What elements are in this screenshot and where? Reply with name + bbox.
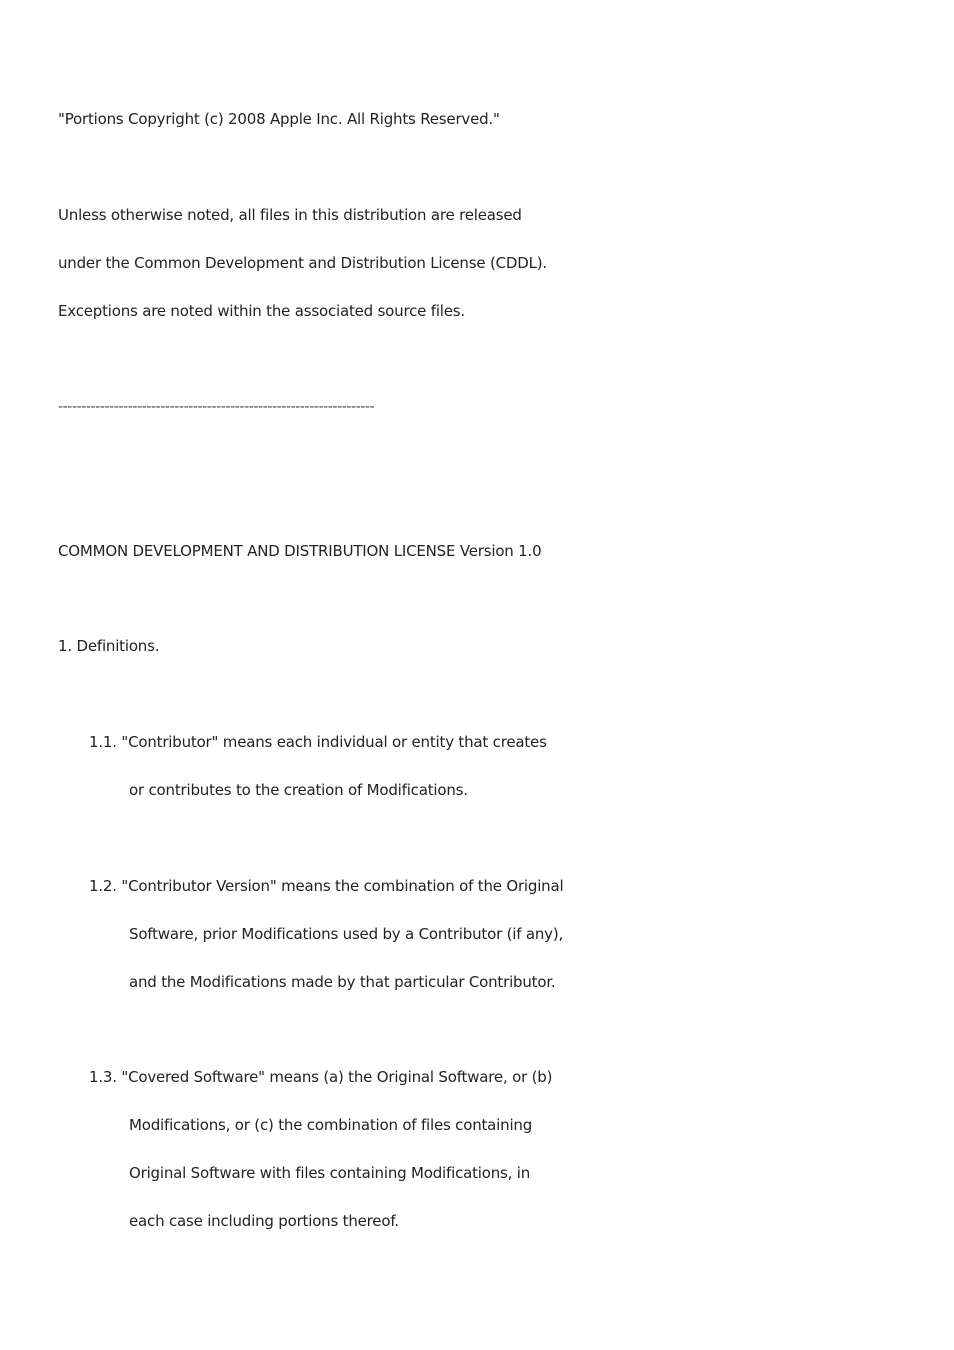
intro-line-1: Unless otherwise noted, all files in this distribution are released	[58, 206, 522, 224]
intro-line-3: Exceptions are noted within the associated source files.	[58, 302, 465, 320]
definition-1-2-continuation: Software, prior Modifications used by a Contributor (if any),	[129, 925, 564, 943]
definition-1-2-first-line: 1.2. "Contributor Version" means the combination of the Original	[89, 877, 564, 895]
definition-1-2-continuation: and the Modifications made by that particular Contributor.	[129, 973, 556, 991]
definition-1-3-continuation: Original Software with files containing Modifications, in	[129, 1164, 531, 1182]
license-title: COMMON DEVELOPMENT AND DISTRIBUTION LICENSE Version 1.0	[58, 542, 542, 560]
copyright-notice: "Portions Copyright (c) 2008 Apple Inc. All Rights Reserved."	[58, 110, 500, 128]
divider-line: --------------------------------------------------------------------	[58, 399, 375, 415]
section-heading: 1. Definitions.	[58, 637, 160, 655]
definition-1-1-first-line: 1.1. "Contributor" means each individual or entity that creates	[89, 733, 547, 751]
intro-line-2: under the Common Development and Distribution License (CDDL).	[58, 254, 547, 272]
definition-1-3-continuation: Modifications, or (c) the combination of files containing	[129, 1116, 533, 1134]
definition-1-1-continuation: or contributes to the creation of Modifications.	[129, 781, 468, 799]
definition-1-3-first-line: 1.3. "Covered Software" means (a) the Original Software, or (b)	[89, 1068, 553, 1086]
definition-1-3-continuation: each case including portions thereof.	[129, 1212, 399, 1230]
